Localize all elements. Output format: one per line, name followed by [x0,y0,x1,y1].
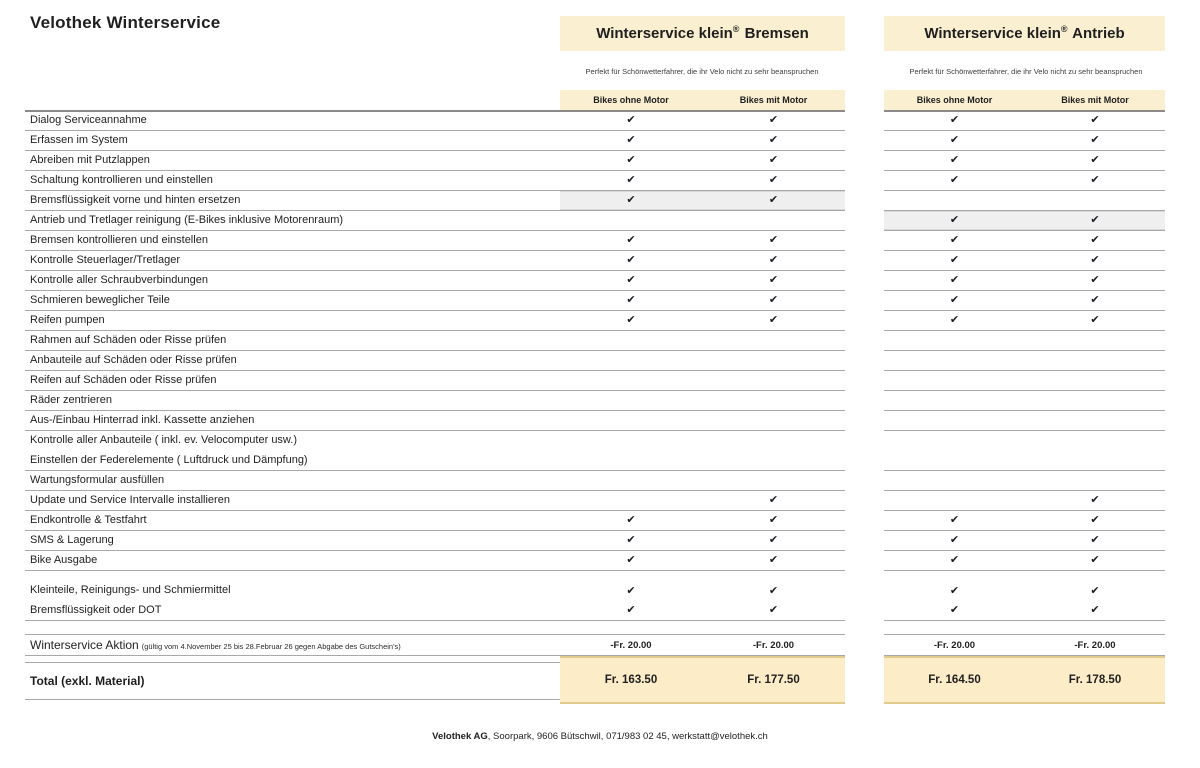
check-cell-bremsen-mit [702,391,845,410]
check-icon: ✔ [949,554,960,566]
check-icon: ✔ [768,514,779,526]
service-label: Bremsflüssigkeit oder DOT [30,604,162,616]
check-icon: ✔ [1090,494,1100,506]
check-cell-bremsen-mit [702,251,845,270]
service-label: Bremsen kontrollieren und einstellen [30,234,208,246]
check-cell-antrieb-mit [1025,271,1165,290]
table-row [884,581,1165,601]
footer-company: Velothek AG [432,731,488,742]
check-icon: ✔ [768,274,779,286]
empty-cell [884,571,1025,581]
check-cell-bremsen-ohne [560,191,702,210]
check-cell-bremsen-mit [702,601,845,620]
check-cell-antrieb-mit [1025,411,1165,430]
aktion-value-bremsen-mit: -Fr. 20.00 [752,639,795,651]
page-title: Velothek Winterservice [30,13,221,32]
check-cell-antrieb-mit [1025,211,1165,230]
check-cell-antrieb-ohne [884,431,1025,451]
check-cell-antrieb-ohne [884,531,1025,550]
registered-mark: ® [732,24,740,34]
check-icon: ✔ [626,134,636,146]
check-cell-antrieb-ohne [884,581,1025,601]
table-row [884,311,1165,331]
check-icon: ✔ [949,154,960,166]
spacer-row [884,571,1165,581]
check-cell-bremsen-mit [702,291,845,310]
service-label: Aus-/Einbau Hinterrad inkl. Kassette anziehen [30,414,255,426]
check-cell-bremsen-ohne [560,551,702,570]
table-row [884,211,1165,231]
check-cell-antrieb-mit [1025,291,1165,310]
service-label: Schaltung kontrollieren und einstellen [30,174,213,186]
table-row [25,371,845,391]
check-cell-bremsen-ohne [560,331,702,350]
aktion-note: (gültig vom 4.November 25 bis 28.Februar 26 gegen Abgabe des Gutschein's) [141,642,401,651]
table-row [25,291,845,311]
service-label: Endkontrolle & Testfahrt [30,514,147,526]
column-header-mit-motor: Bikes mit Motor [1061,95,1129,105]
check-cell-bremsen-mit [702,431,845,451]
service-label: Antrieb und Tretlager reinigung (E-Bikes inklusive Motorenraum) [30,214,344,226]
check-cell-antrieb-ohne [884,471,1025,490]
table-row [884,551,1165,571]
total-value-bremsen-mit: Fr. 177.50 [747,674,800,686]
check-cell-antrieb-mit [1025,111,1165,130]
check-icon: ✔ [1090,584,1100,597]
check-cell-antrieb-mit [1025,171,1165,190]
table-row [884,511,1165,531]
check-cell-bremsen-mit [702,171,845,190]
check-cell-antrieb-mit [1025,251,1165,270]
package-title: Winterservice klein® Bremsen [596,24,809,42]
aktion-row-antrieb [884,635,1165,656]
aktion-value-antrieb-ohne: -Fr. 20.00 [933,639,976,651]
check-icon: ✔ [1090,604,1100,616]
check-icon: ✔ [768,254,779,266]
check-icon: ✔ [949,534,960,546]
check-icon: ✔ [626,174,636,186]
check-cell-bremsen-ohne [560,391,702,410]
check-cell-antrieb-mit [1025,371,1165,390]
service-label: Räder zentrieren [30,394,112,406]
check-icon: ✔ [949,214,960,226]
check-cell-bremsen-ohne [560,151,702,170]
table-row [884,391,1165,411]
empty-cell [560,571,702,581]
check-icon: ✔ [949,294,960,306]
check-cell-bremsen-ohne [560,111,702,130]
check-icon: ✔ [1090,234,1100,246]
table-row [25,411,845,431]
check-cell-antrieb-ohne [884,271,1025,290]
service-label: SMS & Lagerung [30,534,114,546]
total-value-antrieb-ohne: Fr. 164.50 [928,674,981,686]
service-label [25,621,560,634]
check-icon: ✔ [768,534,779,546]
check-cell-antrieb-mit [1025,331,1165,350]
table-row [884,451,1165,471]
package-subtitle-bremsen: Perfekt für Schönwetterfahrer, die ihr Velo nicht zu sehr beanspruchen [585,67,819,76]
check-cell-antrieb-ohne [884,511,1025,530]
table-row [25,581,845,601]
check-cell-bremsen-mit [702,491,845,510]
check-cell-bremsen-ohne [560,581,702,601]
check-icon: ✔ [1090,214,1100,226]
check-cell-antrieb-mit [1025,351,1165,370]
check-cell-antrieb-mit [1025,551,1165,570]
check-cell-antrieb-ohne [884,111,1025,130]
column-header-band-antrieb [884,90,1165,110]
check-cell-bremsen-mit [702,211,845,230]
check-cell-bremsen-ohne [560,271,702,290]
check-cell-bremsen-ohne [560,511,702,530]
aktion-row [25,635,845,656]
check-cell-bremsen-ohne [560,351,702,370]
check-cell-bremsen-mit [702,331,845,350]
check-icon: ✔ [1090,514,1100,526]
check-cell-bremsen-ohne [560,171,702,190]
check-cell-bremsen-mit [702,151,845,170]
check-icon: ✔ [768,194,779,206]
empty-cell [560,621,702,634]
service-label: Bike Ausgabe [30,554,98,566]
table-row [25,391,845,411]
check-icon: ✔ [626,114,636,126]
footer-address: , Soorpark, 9606 Bütschwil, 071/983 02 45, werkstatt@velothek.ch [487,731,768,742]
table-row [884,351,1165,371]
table-row [25,491,845,511]
check-cell-bremsen-ohne [560,231,702,250]
check-cell-antrieb-mit [1025,131,1165,150]
table-row [884,251,1165,271]
service-label: Rahmen auf Schäden oder Risse prüfen [30,334,227,346]
check-cell-antrieb-ohne [884,231,1025,250]
table-row [884,471,1165,491]
check-cell-antrieb-ohne [884,371,1025,390]
check-cell-bremsen-ohne [560,251,702,270]
check-cell-bremsen-ohne [560,131,702,150]
table-row [884,291,1165,311]
check-icon: ✔ [1090,154,1100,166]
table-row [25,601,845,621]
table-row [25,511,845,531]
empty-cell [702,621,845,634]
service-label: Dialog Serviceannahme [30,114,147,126]
check-cell-bremsen-mit [702,511,845,530]
check-cell-bremsen-ohne [560,491,702,510]
check-icon: ✔ [768,554,779,566]
check-icon: ✔ [768,294,779,306]
check-icon: ✔ [1090,174,1100,186]
check-cell-antrieb-mit [1025,231,1165,250]
check-cell-antrieb-ohne [884,451,1025,470]
check-cell-bremsen-ohne [560,371,702,390]
spacer-row [884,621,1165,635]
check-cell-bremsen-mit [702,111,845,130]
check-cell-antrieb-ohne [884,311,1025,330]
check-icon: ✔ [626,584,636,597]
check-icon: ✔ [1090,534,1100,546]
check-cell-bremsen-mit [702,131,845,150]
table-row [884,431,1165,451]
aktion-label-cell [25,635,560,655]
check-cell-antrieb-mit [1025,151,1165,170]
table-row [25,191,845,211]
column-header-band-bremsen [560,90,845,110]
check-cell-antrieb-ohne [884,601,1025,620]
service-label: Einstellen der Federelemente ( Luftdruck und Dämpfung) [30,454,308,466]
table-row [884,131,1165,151]
column-header-ohne-motor: Bikes ohne Motor [593,95,669,105]
check-icon: ✔ [626,294,636,306]
check-cell-antrieb-ohne [884,211,1025,230]
check-cell-bremsen-mit [702,531,845,550]
check-cell-antrieb-mit [1025,191,1165,210]
service-label [25,571,560,581]
check-icon: ✔ [949,254,960,266]
check-icon: ✔ [949,134,960,146]
total-band-antrieb [884,656,1165,704]
check-cell-antrieb-mit [1025,431,1165,451]
check-cell-antrieb-ohne [884,351,1025,370]
package-subtitle-antrieb: Perfekt für Schönwetterfahrer, die ihr Velo nicht zu sehr beanspruchen [909,67,1143,76]
check-cell-antrieb-mit [1025,471,1165,490]
service-label: Update und Service Intervalle installieren [30,494,230,506]
check-cell-antrieb-ohne [884,131,1025,150]
table-row [25,451,845,471]
service-label: Kontrolle aller Schraubverbindungen [30,274,208,286]
check-cell-antrieb-mit [1025,451,1165,470]
check-icon: ✔ [626,314,636,326]
check-icon: ✔ [1090,314,1100,326]
check-icon: ✔ [626,234,636,246]
check-icon: ✔ [949,514,960,526]
check-cell-antrieb-ohne [884,151,1025,170]
empty-cell [702,571,845,581]
aktion-value-antrieb-mit: -Fr. 20.00 [1074,639,1116,651]
check-icon: ✔ [1090,254,1100,266]
check-icon: ✔ [626,604,636,616]
check-icon: ✔ [949,114,960,126]
service-label: Kleinteile, Reinigungs- und Schmiermittel [30,584,231,596]
check-icon: ✔ [949,604,960,616]
check-icon: ✔ [626,194,636,206]
total-label-cell [25,662,560,700]
package-header-antrieb [884,16,1165,51]
service-label: Reifen auf Schäden oder Risse prüfen [30,374,217,386]
service-label: Schmieren beweglicher Teile [30,294,170,306]
check-icon: ✔ [626,274,636,286]
check-icon: ✔ [768,584,779,597]
check-cell-bremsen-ohne [560,411,702,430]
check-icon: ✔ [1090,114,1100,126]
check-cell-bremsen-ohne [560,451,702,470]
service-label: Erfassen im System [30,134,128,146]
check-icon: ✔ [768,314,779,326]
check-icon: ✔ [626,254,636,266]
check-icon: ✔ [768,234,779,246]
check-cell-bremsen-mit [702,371,845,390]
service-label: Anbauteile auf Schäden oder Risse prüfen [30,354,237,366]
check-icon: ✔ [768,114,779,126]
check-cell-bremsen-ohne [560,291,702,310]
check-icon: ✔ [626,534,636,546]
package-header-bremsen [560,16,845,51]
table-row [884,151,1165,171]
table-row [25,311,845,331]
check-icon: ✔ [949,174,960,186]
check-cell-bremsen-mit [702,311,845,330]
check-cell-bremsen-mit [702,231,845,250]
check-cell-bremsen-mit [702,471,845,490]
service-label: Abreiben mit Putzlappen [30,154,150,166]
check-cell-antrieb-mit [1025,391,1165,410]
check-cell-antrieb-mit [1025,531,1165,550]
check-cell-antrieb-ohne [884,491,1025,510]
check-cell-bremsen-ohne [560,471,702,490]
table-row [25,531,845,551]
check-icon: ✔ [1090,554,1100,566]
check-icon: ✔ [768,604,779,616]
column-header-mit-motor: Bikes mit Motor [739,95,808,105]
check-cell-antrieb-ohne [884,171,1025,190]
table-row [884,411,1165,431]
check-cell-antrieb-mit [1025,491,1165,510]
table-row [25,431,845,451]
check-cell-bremsen-mit [702,581,845,601]
table-row [25,551,845,571]
total-value-bremsen-ohne: Fr. 163.50 [604,674,658,686]
check-icon: ✔ [626,554,636,566]
table-row [884,171,1165,191]
check-icon: ✔ [949,274,960,286]
check-cell-antrieb-ohne [884,411,1025,430]
total-band-bremsen [560,656,845,704]
column-header-ohne-motor: Bikes ohne Motor [916,95,993,105]
check-cell-antrieb-mit [1025,601,1165,620]
empty-cell [1025,571,1165,581]
check-cell-antrieb-ohne [884,391,1025,410]
service-label: Wartungsformular ausfüllen [30,474,165,486]
table-row [884,271,1165,291]
table-row [25,211,845,231]
check-cell-antrieb-mit [1025,311,1165,330]
check-icon: ✔ [949,314,960,326]
check-cell-antrieb-mit [1025,581,1165,601]
check-icon: ✔ [768,494,779,506]
table-row [884,491,1165,511]
service-label: Reifen pumpen [30,314,105,326]
check-cell-bremsen-mit [702,271,845,290]
check-cell-bremsen-ohne [560,431,702,451]
table-row [25,231,845,251]
empty-cell [1025,621,1165,634]
check-cell-antrieb-ohne [884,251,1025,270]
check-icon: ✔ [1090,294,1100,306]
check-icon: ✔ [1090,134,1100,146]
aktion-value-bremsen-ohne: -Fr. 20.00 [610,639,652,651]
table-row [25,351,845,371]
table-row [25,331,845,351]
table-row [25,171,845,191]
check-cell-antrieb-ohne [884,551,1025,570]
table-row [25,151,845,171]
check-icon: ✔ [949,584,960,597]
check-cell-bremsen-ohne [560,531,702,550]
check-icon: ✔ [1090,274,1100,286]
aktion-label: Winterservice Aktion [30,638,139,652]
table-row [25,271,845,291]
check-cell-bremsen-ohne [560,211,702,230]
table-row [884,231,1165,251]
table-row [25,251,845,271]
check-cell-bremsen-ohne [560,311,702,330]
footer-contact [0,731,1200,742]
check-cell-bremsen-ohne [560,601,702,620]
check-icon: ✔ [949,234,960,246]
check-cell-bremsen-mit [702,451,845,470]
check-cell-antrieb-mit [1025,511,1165,530]
spacer-row [25,621,845,635]
check-icon: ✔ [768,174,779,186]
spacer-row [25,571,845,581]
table-row [25,471,845,491]
table-row [25,111,845,131]
table-row [884,601,1165,621]
check-icon: ✔ [626,154,636,166]
service-label: Kontrolle aller Anbauteile ( inkl. ev. Velocomputer usw.) [30,434,297,446]
table-row [884,191,1165,211]
table-row [884,331,1165,351]
check-cell-bremsen-mit [702,551,845,570]
check-icon: ✔ [626,514,636,526]
service-label: Kontrolle Steuerlager/Tretlager [30,254,181,266]
empty-cell [884,621,1025,634]
total-label: Total (exkl. Material) [30,674,145,688]
check-icon: ✔ [768,134,779,146]
check-icon: ✔ [768,154,779,166]
check-cell-antrieb-ohne [884,291,1025,310]
check-cell-bremsen-mit [702,191,845,210]
check-cell-bremsen-mit [702,411,845,430]
check-cell-bremsen-mit [702,351,845,370]
table-row [884,531,1165,551]
table-row [884,371,1165,391]
service-label: Bremsflüssigkeit vorne und hinten ersetzen [30,194,241,206]
total-value-antrieb-mit: Fr. 178.50 [1068,674,1122,686]
table-row [25,131,845,151]
check-cell-antrieb-ohne [884,331,1025,350]
registered-mark: ® [1060,24,1068,34]
table-row [884,111,1165,131]
check-cell-antrieb-ohne [884,191,1025,210]
package-title: Winterservice klein® Antrieb [924,24,1125,42]
